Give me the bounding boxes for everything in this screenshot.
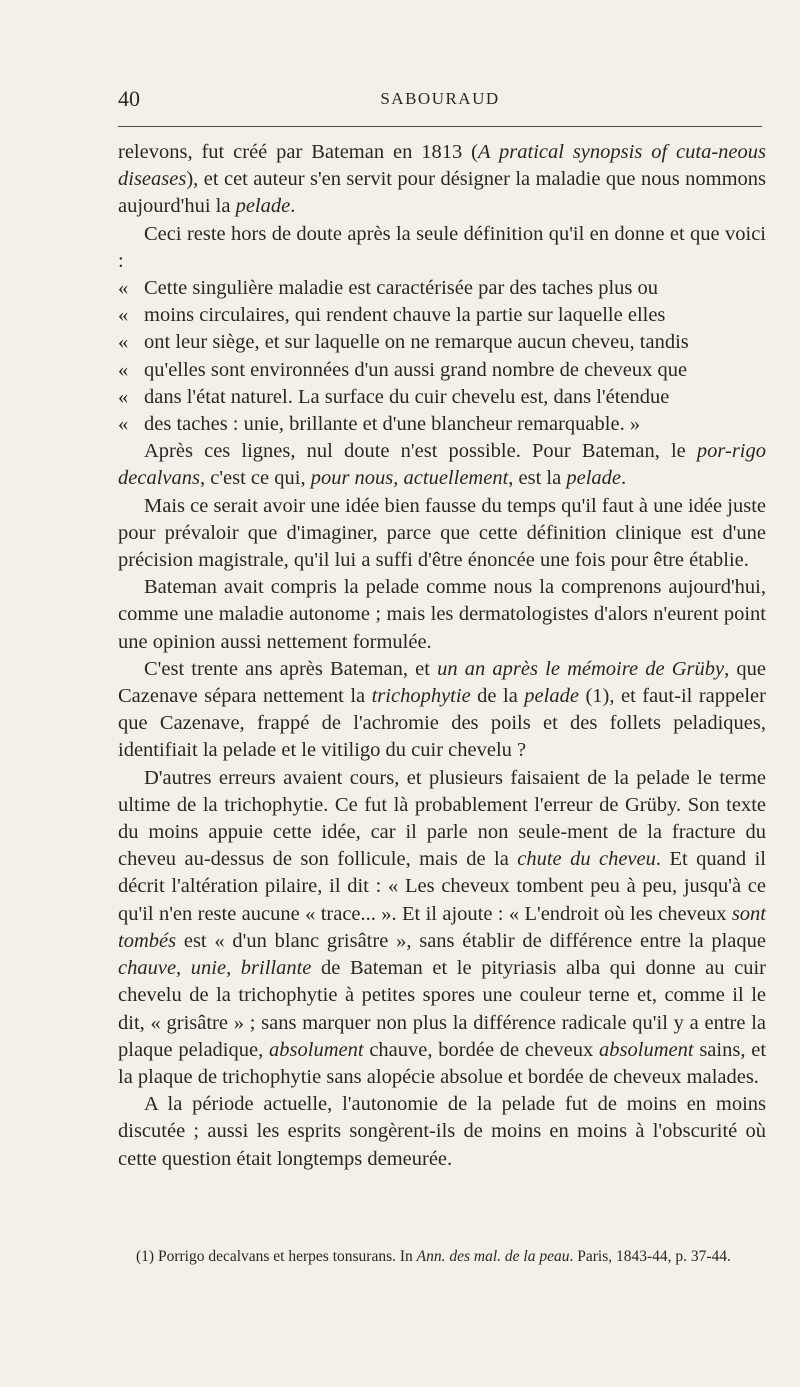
paragraph-7: D'autres erreurs avaient cours, et plusieurs faisaient de la pelade le terme ultime de la trichophytie. Ce fut là probablement l'erreur de Grüby. Son texte du moins appuie cette idée, car il parle non seule-ment de la fracture du cheveu au-dessus de son follicule, mais de la chute du cheveu. Et quand il décrit l'altération pilaire, il dit : « Les cheveux tombent peu à peu, jusqu'à ce qu'il n'en reste aucune « trace... ». Et il ajoute : « L'endroit où les cheveux sont tombés est « d'un blanc grisâtre », sans établir de différence entre la plaque chauve, unie, brillante de Bateman et le pityriasis alba qui donne au cuir chevelu de la trichophytie à petites spores une couleur terne et, comme il le dit, « grisâtre » ; sans marquer non plus la différence radicale qu'il y a entre la plaque peladique, absolument chauve, bordée de cheveux absolument sains, et la plaque de trichophytie sans alopécie absolue et bordée de cheveux malades. — [118, 766, 767, 1088]
footnote — [118, 1246, 766, 1268]
paragraph-8: A la période actuelle, l'autonomie de la pelade fut de moins en moins discutée ; aussi les esprits songèrent-ils de moins en moins à l'obscurité où cette question était longtemps demeurée. — [118, 1093, 766, 1170]
paragraph-4: Mais ce serait avoir une idée bien fausse du temps qu'il faut à une idée juste pour prévaloir que d'imaginer, parce que cette définition clinique est d'une précision magistrale, qu'il lui a suffi d'être énoncée une fois pour être établie. — [118, 494, 766, 572]
paragraph-2: Ceci reste hors de doute après la seule définition qu'il en donne et que voici : — [118, 222, 766, 272]
quote-line: « ont leur siège, et sur laquelle on ne remarque aucun cheveu, tandis — [118, 331, 689, 354]
header-rule — [118, 126, 762, 127]
running-title: SABOURAUD — [380, 89, 500, 108]
paragraph-6: C'est trente ans après Bateman, et un an après le mémoire de Grüby, que Cazenave sépara nettement la trichophytie de la pelade (1), et faut-il rappeler que Cazenave, frappé de l'achromie des poils et des follets peladiques, identifiait la pelade et le vitiligo du cuir chevelu ? — [118, 657, 766, 762]
paragraph-3: Après ces lignes, nul doute n'est possible. Pour Bateman, le por-rigo decalvans, c'est ce qui, pour nous, actuellement, est la pelade. — [118, 440, 766, 490]
quote-line: « moins circulaires, qui rendent chauve la partie sur laquelle elles — [118, 304, 666, 327]
footnote-1: (1) Porrigo decalvans et herpes tonsurans. In Ann. des mal. de la peau. Paris, 1843-44, p. 37-44. — [136, 1248, 731, 1265]
page-header — [118, 86, 762, 114]
page-number: 40 — [118, 86, 140, 111]
quote-line: « Cette singulière maladie est caractérisée par des taches plus ou — [118, 277, 658, 300]
paragraph-5: Bateman avait compris la pelade comme nous la comprenons aujourd'hui, comme une maladie autonome ; mais les dermatologistes d'alors n'eurent point une opinion aussi nettement formulée. — [118, 576, 766, 653]
paragraph-1: relevons, fut créé par Bateman en 1813 (A pratical synopsis of cuta-neous diseases), et cet auteur s'en servit pour désigner la maladie que nous nommons aujourd'hui la pelade. — [118, 141, 766, 218]
bateman-quote — [118, 275, 766, 438]
quote-line: « des taches : unie, brillante et d'une blancheur remarquable. » — [118, 413, 641, 436]
quote-line: « qu'elles sont environnées d'un aussi grand nombre de cheveux que — [118, 358, 688, 381]
body-text — [118, 139, 766, 1173]
quote-line: « dans l'état naturel. La surface du cuir chevelu est, dans l'étendue — [118, 385, 670, 408]
